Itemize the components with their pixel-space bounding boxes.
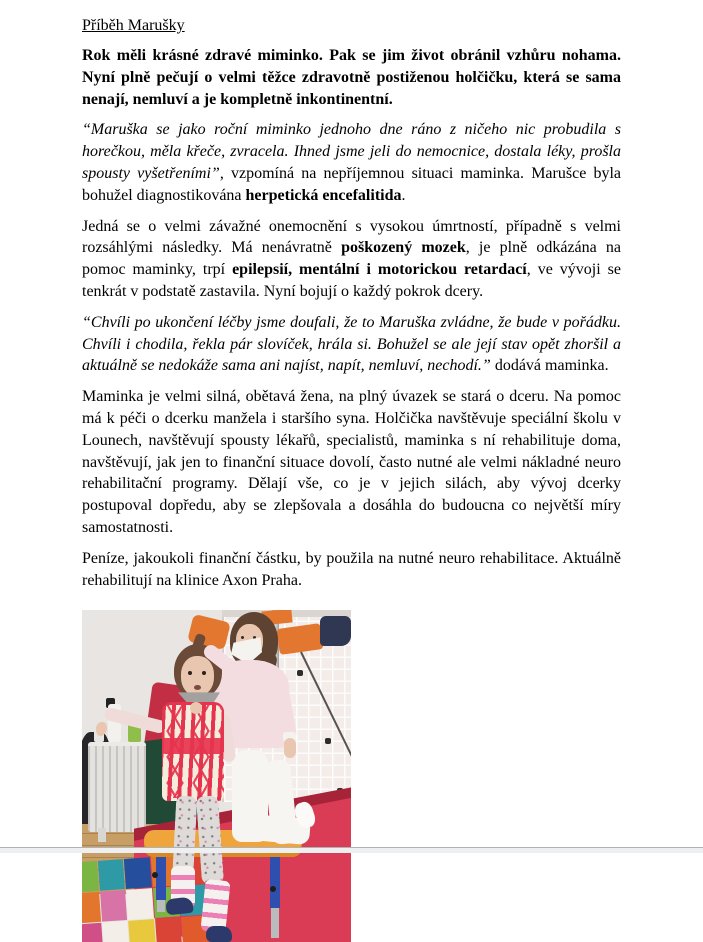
text-run: Jedná se o velmi závažné onemocnění s vysokou úmrtností, případně s velmi rozsáhlými následky. Má nenávratně xyxy=(82,217,621,257)
title-text: Příběh Marušky xyxy=(82,17,185,34)
bench-leg xyxy=(156,856,166,900)
bench-leg xyxy=(270,856,280,908)
therapist-right-hand xyxy=(284,738,296,758)
rug-cell xyxy=(82,923,103,942)
girl-shoe xyxy=(206,926,232,942)
paragraph-funding xyxy=(82,548,621,592)
rug-cell xyxy=(128,919,156,942)
girl-shoe xyxy=(165,897,194,916)
text-run: , ve vývoji se tenkrát v podstatě zastavila. Nyní bojují o každý pokrok dcery. xyxy=(82,261,621,300)
text-run: poškozený mozek xyxy=(341,239,466,257)
horizontal-scrollbar[interactable] xyxy=(0,847,703,853)
paragraph-summary xyxy=(82,45,621,110)
paragraph-family-care xyxy=(82,386,621,539)
paragraph-quote-onset xyxy=(82,119,621,206)
rug-cell xyxy=(82,861,99,893)
bench-foot xyxy=(271,908,279,938)
therapy-vest-belt xyxy=(162,738,224,754)
text-run: Maminka je velmi silná, obětavá žena, na plný úvazek se stará o dceru. Na pomoc má k péči o dcerku manžela i staršího syna. Holčička navštěvuje speciální školu v Lounech, navštěvují spousty lékařů, specialistů, maminka s ní rehabilituje doma, navštěvují, jak jen to finanční situace dovolí, často nutné ale velmi nákladné neuro rehabilitační programy. Dělají vše, co je v jejich silách, aby vývoj dcerky postupoval dopředu, aby se zlepšovala a dosáhla do budoucna co největší míry samostatnosti. xyxy=(82,388,621,536)
text-run: “Maruška se jako roční miminko jednoho dne ráno z ničeho nic probudila s horečkou, měla křeče, zvracela. Ihned jsme jeli do nemocnice, dostala léky, prošla spousty vyšetřeními” xyxy=(82,121,621,182)
rug-cell xyxy=(126,888,154,920)
navy-equipment xyxy=(320,616,351,646)
text-run: , vzpomíná na nepříjemnou situaci maminka. Marušce byla bohužel diagnostikována xyxy=(82,164,622,204)
text-run: Rok měli krásné zdravé miminko. Pak se jim život obránil vzhůru nohama. Nyní plně pečují o velmi těžce zdravotně postiženou holčičku, která se sama nenají, nemluví a je kompletně inkontinentní. xyxy=(82,47,621,108)
grid-clips xyxy=(297,670,303,676)
text-run: . xyxy=(401,186,406,204)
rug-cell xyxy=(102,921,130,942)
text-run: Peníze, jakoukoli finanční částku, by použila na nutné neuro rehabilitace. Aktuálně rehabilitují na klinice Axon Praha. xyxy=(82,549,621,589)
text-run: dodává maminka. xyxy=(490,357,609,375)
rug-cell xyxy=(82,892,101,924)
girl-face xyxy=(181,656,214,696)
radiator-foot xyxy=(98,828,106,842)
rug-cell xyxy=(100,890,128,922)
paragraph-diagnosis xyxy=(82,216,621,303)
rug-cell xyxy=(124,858,152,890)
rug-cell xyxy=(155,918,183,942)
text-run: “Chvíli po ukončení léčby jsme doufali, že to Maruška zvládne, že bude v pořádku. Chvíli i chodila, řekla pár slovíček, hrála si. Bohužel se ale její stav opět zhoršil a aktuálně se nedokáže sama ani najíst, napít, nemluví, nechodí.” xyxy=(82,313,621,375)
text-run: herpetická encefalitida xyxy=(245,186,402,204)
bench-foot xyxy=(157,900,165,912)
paragraph-quote-hope xyxy=(82,312,621,377)
page-title xyxy=(82,17,621,35)
radiator xyxy=(88,742,146,832)
rug-cell xyxy=(97,859,125,891)
text-run: , je plně odkázána na pomoc maminky, trpí xyxy=(82,239,622,279)
text-run: epilepsií, mentální i motorickou retardací xyxy=(232,261,527,279)
photo-rehabilitation-session xyxy=(82,610,351,942)
